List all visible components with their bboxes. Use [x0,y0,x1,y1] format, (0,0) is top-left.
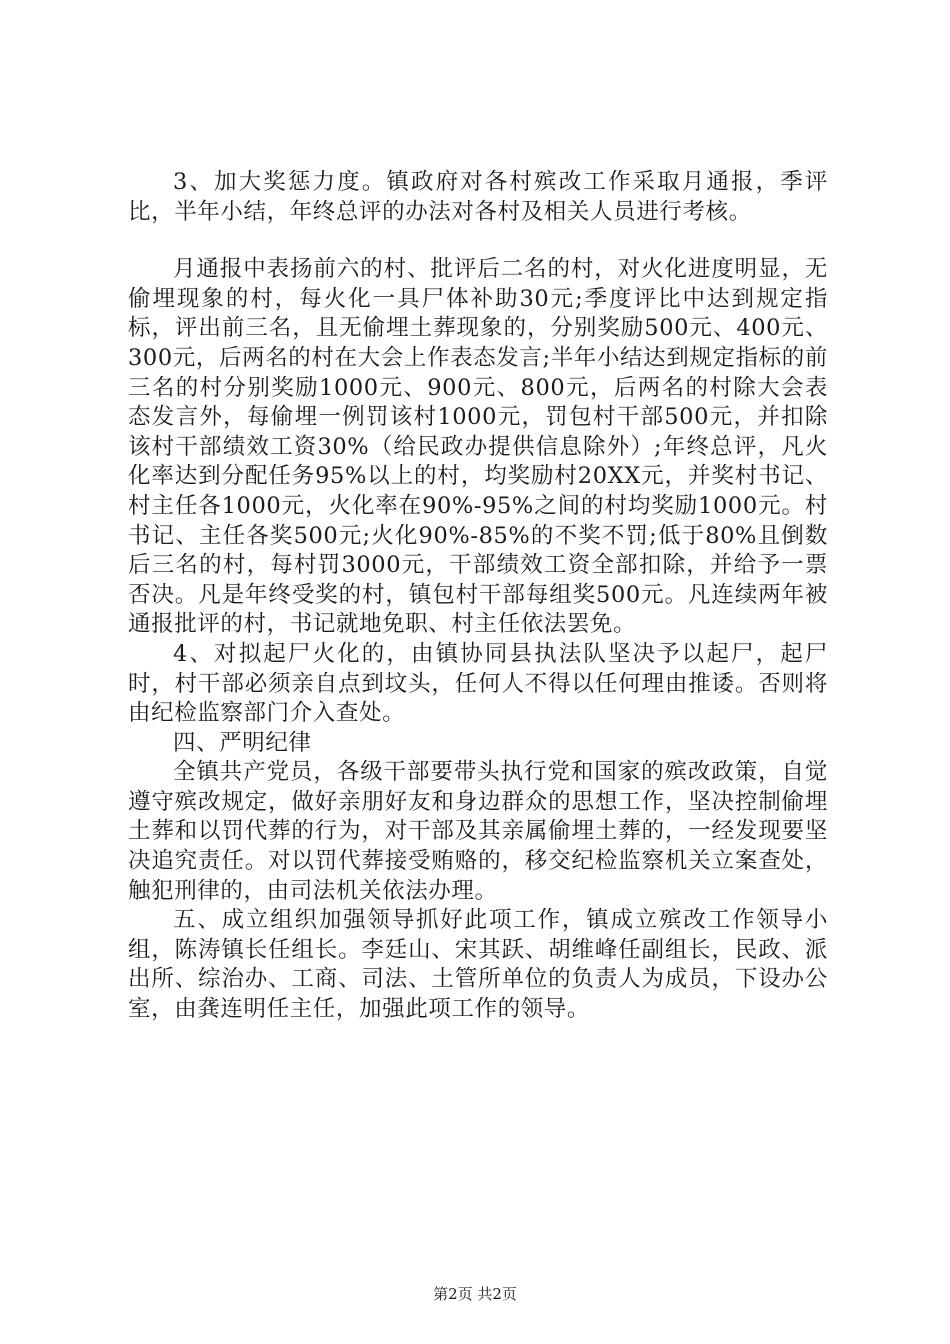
paragraph-exhumation: 4、对拟起尸火化的，由镇协同县执法队坚决予以起尸，起尸时，村干部必须亲自点到坟头，任何人不得以任何理由推诿。否则将由纪检监察部门介入查处。 [128,640,828,727]
paragraph-organization: 五、成立组织加强领导抓好此项工作，镇成立殡改工作领导小组，陈涛镇长任组长。李廷山、宋其跃、胡维峰任副组长，民政、派出所、综治办、工商、司法、土管所单位的负责人为成员，下设办公室，由龚连明任主任，加强此项工作的领导。 [128,907,828,1023]
paragraph-monthly-report: 月通报中表扬前六的村、批评后二名的村，对火化进度明显，无偷埋现象的村，每火化一具尸体补助30元;季度评比中达到规定指标，评出前三名，且无偷埋土葬现象的，分别奖励500元、400元、300元，后两名的村在大会上作表态发言;半年小结达到规定指标的前三名的村分别奖励1000元、900元、800元，后两名的村除大会表态发言外，每偷埋一例罚该村1000元，罚包村干部500元，并扣除该村干部绩效工资30%（给民政办提供信息除外）;年终总评，凡火化率达到分配任务95%以上的村，均奖励村20XX元，并奖村书记、村主任各1000元，火化率在90%-95%之间的村均奖励1000元。村书记、主任各奖500元;火化90%-85%的不奖不罚;低于80%且倒数后三名的村，每村罚3000元，干部绩效工资全部扣除，并给予一票否决。凡是年终受奖的村，镇包村干部每组奖500元。凡连续两年被通报批评的村，书记就地免职、村主任依法罢免。 [128,256,828,638]
page-number-footer: 第2页 共2页 [433,1285,517,1303]
paragraph-rewards-penalties: 3、加大奖惩力度。镇政府对各村殡改工作采取月通报，季评比，半年小结，年终总评的办法对各村及相关人员进行考核。 [128,169,828,225]
section-heading-discipline: 四、严明纪律 [173,729,312,756]
document-body [128,168,828,1025]
paragraph-discipline: 全镇共产党员，各级干部要带头执行党和国家的殡改政策，自觉遵守殡改规定，做好亲朋好友和身边群众的思想工作，坚决控制偷埋土葬和以罚代葬的行为，对干部及其亲属偷埋土葬的，一经发现要坚决追究责任。对以罚代葬接受贿赂的，移交纪检监察机关立案查处，触犯刑律的，由司法机关依法办理。 [128,759,828,904]
